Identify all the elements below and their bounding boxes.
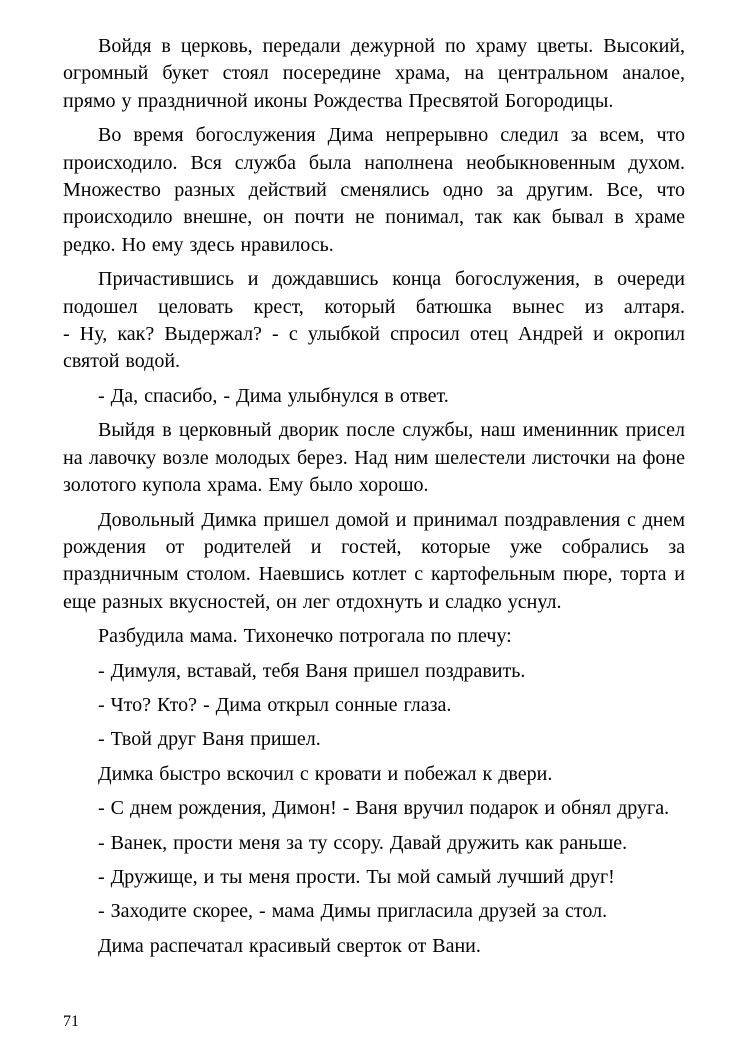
text-content	[63, 33, 685, 967]
paragraph: Разбудила мама. Тихонечко потрогала по плечу:	[98, 625, 512, 648]
paragraph: Дима распечатал красивый сверток от Вани.	[98, 934, 481, 957]
paragraph: - Что? Кто? - Дима открыл сонные глаза.	[98, 693, 452, 716]
paragraph: Выйдя в церковный дворик после службы, наш именинник присел на лавочку возле молодых берез. Над ним шелестели листочки на фоне золотого купола храма. Ему было хорошо.	[63, 419, 685, 497]
paragraph: - Ну, как? Выдержал? - с улыбкой спросил отец Андрей и окропил святой водой.	[63, 323, 685, 373]
paragraph: - С днем рождения, Димон! - Ваня вручил подарок и обнял друга.	[98, 797, 670, 820]
paragraph: Войдя в церковь, передали дежурной по храму цветы. Высокий, огромный букет стоял посередине храма, на центральном аналое, прямо у праздничной иконы Рождества Пресвятой Богородицы.	[63, 35, 685, 112]
paragraph: Причастившись и дождавшись конца богослужения, в очереди подошел целовать крест, который батюшка вынес из алтаря.	[63, 268, 685, 318]
paragraph: - Да, спасибо, - Дима улыбнулся в ответ.	[98, 384, 449, 407]
paragraph: - Заходите скорее, - мама Димы пригласила друзей за стол.	[98, 900, 608, 923]
paragraph: - Дружище, и ты меня прости. Ты мой самый лучший друг!	[98, 865, 615, 888]
paragraph: Димка быстро вскочил с кровати и побежал к двери.	[98, 762, 553, 785]
paragraph: - Димуля, вставай, тебя Ваня пришел поздравить.	[98, 659, 526, 682]
paragraph: Довольный Димка пришел домой и принимал поздравления с днем рождения от родителей и гостей, которые уже собрались за праздничным столом. Наевшись котлет с картофельным пюре, торта и еще разных вкусностей, он лег отдохнуть и сладко уснул.	[63, 508, 685, 613]
paragraph: - Твой друг Ваня пришел.	[98, 728, 321, 751]
page-number: 71	[63, 1013, 79, 1030]
paragraph: Во время богослужения Дима непрерывно следил за всем, что происходило. Вся служба была наполнена необыкновенным духом. Множество разных действий сменялись одно за другим. Все, что происходило внешне, он почти не понимал, так как бывал в храме редко. Но ему здесь нравилось.	[63, 124, 685, 256]
paragraph: - Ванек, прости меня за ту ссору. Давай дружить как раньше.	[98, 831, 628, 854]
